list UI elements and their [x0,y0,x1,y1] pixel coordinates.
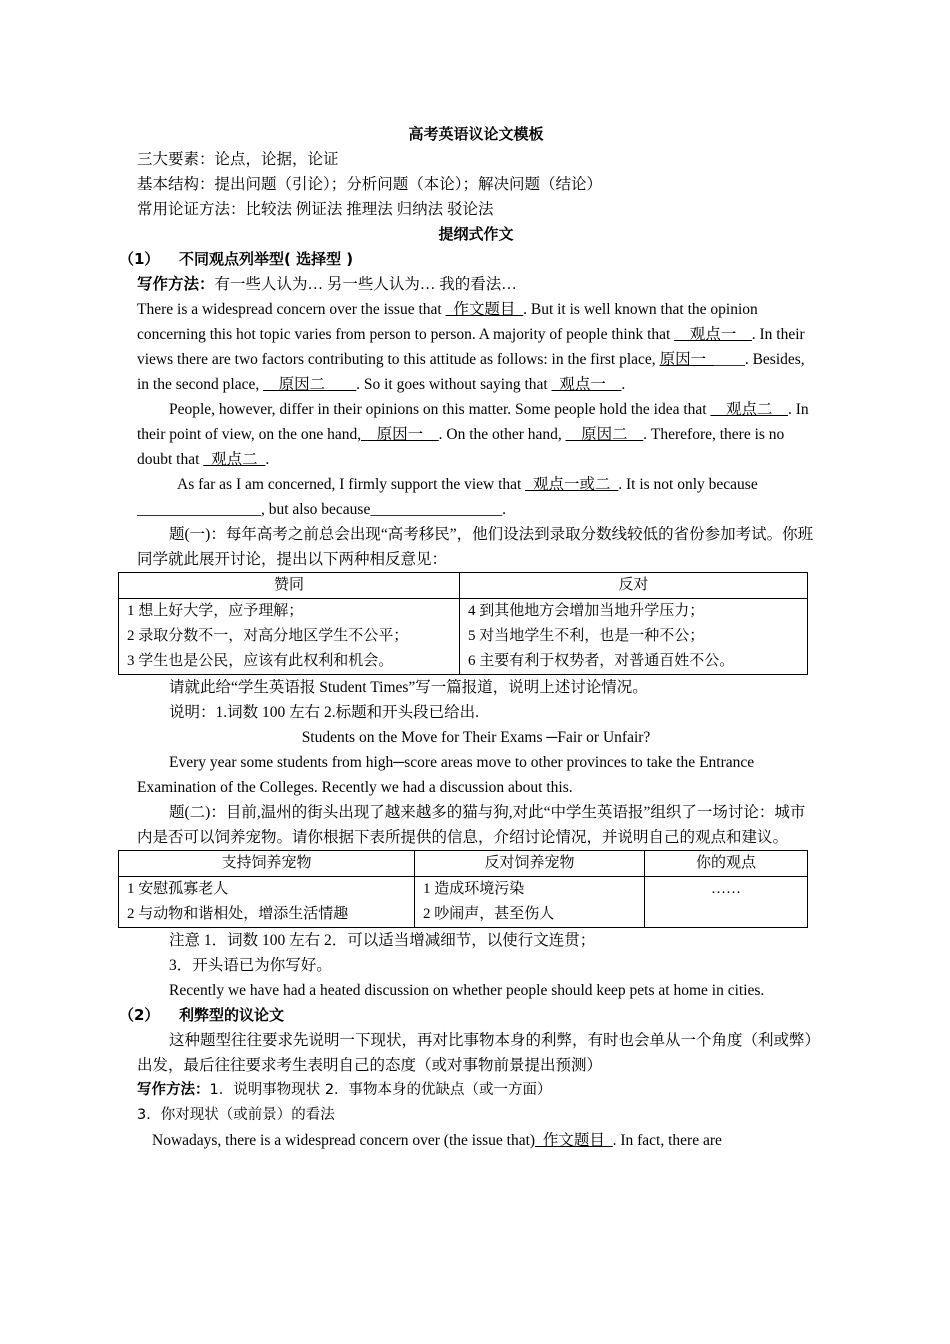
section2-method-label: 写作方法： [137,1082,210,1098]
question-2-note-2: 3．开头语已为你写好。 [169,957,332,974]
text-run: As far as I am concerned, I firmly support the view that [177,476,526,493]
text-run: Nowadays, there is a widespread concern over (the issue that) [152,1132,536,1149]
text-run: . In fact, there are [612,1132,722,1149]
text-run: . On the other hand, [438,426,566,443]
table-cell-line: 2 录取分数不一，对高分地区学生不公平； [127,628,409,644]
section2-heading [119,1003,815,1028]
blank-reason-one: __原因一__ [361,426,439,443]
text-run: There is a widespread concern over the issue that [137,301,446,318]
table-row [119,877,808,928]
table-cell-line: 3 学生也是公民，应该有此权利和机会。 [127,653,394,669]
section1-paragraph-2 [137,397,815,472]
table-header-cell: 反对 [460,573,808,599]
table-cell-line: 1 造成环境污染 [423,881,525,897]
table-cell-line: 6 主要有利于权势者，对普通百姓不公。 [468,653,735,669]
section2-description: 这种题型往往要求先说明一下现状，再对比事物本身的利弊，有时也会单从一个角度（利或弊）出发，最后往往要求考生表明自己的态度（或对事物前景提出预测） [137,1032,813,1074]
section2-paragraph-1 [137,1128,815,1153]
table-cell-line: 2 与动物和谐相处，增添生活情趣 [127,906,349,922]
document-body [119,122,815,1153]
table-header-cell: 你的观点 [645,851,808,877]
table-header-row [119,851,808,877]
section2-method-line-2: 3．你对现状（或前景）的看法 [137,1107,335,1123]
section1-method-text: 有一些人认为… 另一些人认为… 我的看法… [214,276,517,293]
text-run: . In their point of view, on the one hand, [137,401,809,443]
outline-heading: 提纲式作文 [438,225,514,243]
section1-paragraph-1 [137,297,815,397]
table-header-cell: 赞同 [119,573,460,599]
blank-reason-one: 原因一_ [659,351,714,368]
blank-view-one: _观点一__ [551,376,622,393]
blank-view-two: _观点二_ [203,451,266,468]
blank-reason-two: __原因二____ [263,376,357,393]
table-cell-line: 5 对当地学生不利，也是一种不公； [468,628,705,644]
section2-method-text: 1．说明事物现状 2．事物本身的优缺点（或一方面） [209,1082,552,1098]
question-2-table [118,850,808,928]
table-cell [460,599,808,675]
blank-topic: _作文题目_ [535,1132,613,1149]
question-1-essay-title: Students on the Move for Their Exams ─Fair or Unfair? [301,729,651,746]
question-1-opening: Every year some students from high─score areas move to other provinces to take the Entrance Examination of the Colleges. Recently we had a discussion about this. [137,754,755,796]
blank-view-two: __观点二__ [710,401,788,418]
section1-number: （1） [119,250,160,268]
section2-title: 利弊型的议论文 [179,1006,285,1024]
intro-structure: 基本结构：提出问题（引论）；分析问题（本论）；解决问题（结论） [137,176,603,193]
section1-paragraph-3 [137,472,815,522]
intro-methods: 常用论证方法：比较法 例证法 推理法 归纳法 驳论法 [137,201,494,218]
blank-view-one: __观点一__ [674,326,752,343]
table-header-row [119,573,808,599]
table-cell-line: 2 吵闹声，甚至伤人 [423,906,555,922]
table-cell [119,599,460,675]
blank-topic: _作文题目_ [445,301,524,318]
blank-reason-two: __原因二__ [565,426,644,443]
text-run: . It is not only because ________________, but also because_________________. [137,476,758,518]
text-run: . So it goes without saying that [356,376,552,393]
blank-view-choice: _观点一或二_ [525,476,619,493]
question-1-table [118,572,808,675]
question-2-intro: 题(二)：目前,温州的街头出现了越来越多的猫与狗,对此“中学生英语报”组织了一场讨论：城市内是否可以饲养宠物。请你根据下表所提供的信息，介绍讨论情况，并说明自己的观点和建议。 [137,804,806,846]
text-run: . [621,376,626,393]
section1-method-label: 写作方法： [137,275,215,293]
section2-method [137,1078,815,1103]
section1-title: 不同观点列举型( 选择型 ) [179,250,354,268]
question-2-opening: Recently we have had a heated discussion on whether people should keep pets at home in cities. [169,982,765,999]
question-1-note: 说明：1.词数 100 左右 2.标题和开头段已给出. [169,704,480,721]
section2-number: （2） [119,1006,160,1024]
table-cell-line: 4 到其他地方会增加当地升学压力； [468,603,705,619]
text-run: . But it is well known that the opinion concerning this hot topic varies from person to person. A majority of people think that [137,301,758,343]
table-cell-line: 1 安慰孤寡老人 [127,881,229,897]
page-title: 高考英语议论文模板 [408,125,544,143]
table-cell-line: 1 想上好大学，应予理解； [127,603,304,619]
table-cell [119,877,415,928]
question-1-intro: 题(一)：每年高考之前总会出现“高考移民”，他们设法到录取分数线较低的省份参加考试。你班同学就此展开讨论，提出以下两种相反意见： [137,526,814,568]
text-run: ____. Besides, in the second place, [137,351,805,393]
table-row [119,599,808,675]
section1-method [137,272,815,297]
question-1-task: 请就此给“学生英语报 Student Times”写一篇报道，说明上述讨论情况。 [169,679,648,696]
question-2-note-1: 注意 1．词数 100 左右 2．可以适当增减细节，以使行文连贯； [169,932,596,949]
section1-heading [119,247,815,272]
table-header-cell: 支持饲养宠物 [119,851,415,877]
text-run: . Therefore, there is no doubt that [137,426,785,468]
table-cell: …… [645,877,808,928]
text-run: People, however, differ in their opinions on this matter. Some people hold the idea that [169,401,711,418]
table-cell [415,877,645,928]
text-run: . [265,451,270,468]
text-run: . In their views there are two factors contributing to this attitude as follows: in the first place, [137,326,805,368]
intro-elements: 三大要素：论点，论据，论证 [137,151,339,168]
table-header-cell: 反对饲养宠物 [415,851,645,877]
